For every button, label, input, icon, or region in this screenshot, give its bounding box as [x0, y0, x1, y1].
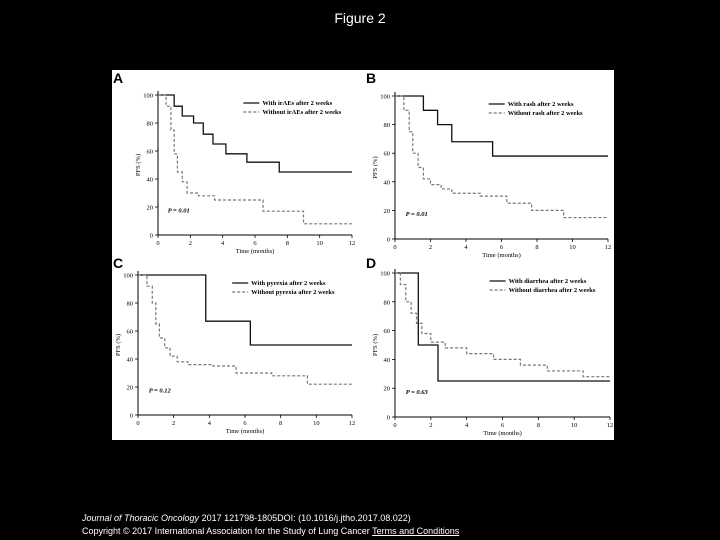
panel-a-p-value: P = 0.01	[167, 207, 190, 215]
panel-b-y-tick-label: 100	[380, 93, 390, 101]
panel-b-y-tick-label: 0	[386, 236, 390, 244]
panel-a-x-tick-label: 6	[253, 240, 257, 247]
panel-d-legend-label: Without diarrhea after 2 weeks	[508, 287, 596, 294]
panel-a-x-tick-label: 8	[285, 240, 289, 247]
panel-c-legend-label: Without pyrexia after 2 weeks	[251, 289, 335, 296]
panel-d-y-tick-label: 0	[386, 414, 390, 422]
panel-b-y-tick-label: 40	[383, 179, 390, 187]
panel-c-legend-label: With pyrexia after 2 weeks	[251, 280, 326, 287]
panel-d-x-tick-label: 2	[429, 422, 433, 429]
panel-c-y-tick-label: 40	[126, 356, 133, 364]
panel-c-label: C	[113, 255, 124, 271]
panel-b-x-tick-label: 10	[569, 244, 576, 251]
panel-b-legend-label: Without rash after 2 weeks	[507, 110, 583, 117]
panel-a-y-tick-label: 80	[146, 120, 153, 128]
km-plots-svg	[112, 70, 614, 440]
panel-b-x-tick-label: 12	[604, 244, 612, 251]
panel-d-label: D	[366, 255, 377, 271]
citation-doi: 2017 121798-1805DOI: (10.1016/j.jtho.2017.08.022)	[199, 513, 411, 523]
panel-d-x-tick-label: 12	[606, 422, 614, 429]
panel-c-y-tick-label: 80	[126, 300, 133, 308]
panel-c-y-tick-label: 20	[126, 384, 133, 392]
panel-b-x-tick-label: 6	[499, 244, 504, 251]
panel-b-x-tick-label: 0	[393, 244, 397, 251]
panel-c-x-tick-label: 0	[136, 420, 140, 427]
panel-d-x-tick-label: 10	[570, 422, 578, 429]
citation-footer	[82, 512, 459, 538]
panel-a-y-tick-label: 0	[149, 232, 153, 240]
panel-d-y-axis-label: PFS (%)	[372, 333, 379, 357]
panel-b-x-tick-label: 2	[428, 244, 433, 251]
panel-a-y-tick-label: 40	[146, 176, 153, 184]
panel-c-x-tick-label: 2	[172, 420, 176, 427]
panel-a-legend-label: Without irAEs after 2 weeks	[262, 109, 342, 116]
panel-b-legend-label: With rash after 2 weeks	[507, 101, 574, 108]
panel-c-y-tick-label: 0	[129, 412, 133, 420]
panel-d-y-tick-label: 60	[383, 328, 390, 336]
panel-a-label: A	[113, 70, 124, 86]
panel-a-x-tick-label: 2	[188, 240, 192, 247]
panel-d-x-tick-label: 4	[465, 422, 469, 429]
panel-b-y-axis-label: PFS (%)	[372, 156, 379, 179]
panel-d-legend-label: With diarrhea after 2 weeks	[508, 278, 587, 285]
panel-a-x-tick-label: 4	[221, 240, 225, 247]
copyright-text: Copyright © 2017 International Association for the Study of Lung Cancer	[82, 526, 370, 536]
panel-b-x-axis-label: Time (months)	[482, 252, 521, 259]
panel-c-x-tick-label: 6	[243, 420, 247, 427]
figure-title: Figure 2	[334, 10, 386, 26]
panel-a-x-axis-label: Time (months)	[235, 248, 275, 255]
panel-b-series-with	[395, 96, 608, 156]
panel-a-y-tick-label: 100	[143, 92, 153, 100]
panel-d-x-axis-label: Time (months)	[483, 430, 522, 437]
panel-c-y-tick-label: 60	[126, 328, 133, 336]
panel-b-p-value: P = 0.01	[405, 211, 428, 219]
panel-c-x-tick-label: 4	[207, 420, 211, 427]
panel-c-p-value: P = 0.12	[148, 387, 171, 395]
panel-b-x-tick-label: 8	[535, 244, 539, 251]
panel-a-legend-label: With irAEs after 2 weeks	[262, 100, 333, 107]
figure-panel-container	[112, 70, 614, 440]
panel-a-y-axis-label: PFS (%)	[135, 153, 142, 177]
copyright-line	[82, 525, 459, 538]
panel-a-x-tick-label: 12	[348, 240, 356, 247]
panel-a-x-tick-label: 0	[156, 240, 160, 247]
panel-c-x-tick-label: 12	[348, 420, 356, 427]
panel-d-x-tick-label: 0	[393, 422, 397, 429]
panel-d-y-tick-label: 100	[380, 270, 390, 278]
panel-c-y-tick-label: 100	[123, 272, 133, 280]
terms-link[interactable]: Terms and Conditions	[372, 526, 460, 536]
panel-b-y-tick-label: 20	[383, 207, 390, 215]
panel-b-label: B	[366, 70, 377, 86]
panel-d-x-tick-label: 6	[500, 422, 505, 429]
journal-name: Journal of Thoracic Oncology	[82, 513, 200, 523]
panel-b-y-tick-label: 60	[383, 150, 390, 158]
panel-d-p-value: P = 0.63	[405, 388, 428, 396]
panel-c-x-tick-label: 8	[279, 420, 283, 427]
panel-b-x-tick-label: 4	[464, 244, 468, 251]
panel-d-y-tick-label: 20	[383, 385, 390, 393]
citation-line	[82, 512, 459, 525]
panel-c-x-tick-label: 10	[313, 420, 320, 427]
panel-d-x-tick-label: 8	[536, 422, 540, 429]
panel-a-y-tick-label: 60	[146, 148, 153, 156]
panel-c-y-axis-label: PFS (%)	[115, 333, 122, 357]
panel-c-x-axis-label: Time (months)	[225, 428, 265, 435]
panel-a-x-tick-label: 10	[316, 240, 323, 247]
panel-d-y-tick-label: 80	[383, 299, 390, 307]
panel-d-y-tick-label: 40	[383, 356, 390, 364]
panel-b-y-tick-label: 80	[383, 122, 390, 130]
panel-a-y-tick-label: 20	[146, 204, 153, 212]
